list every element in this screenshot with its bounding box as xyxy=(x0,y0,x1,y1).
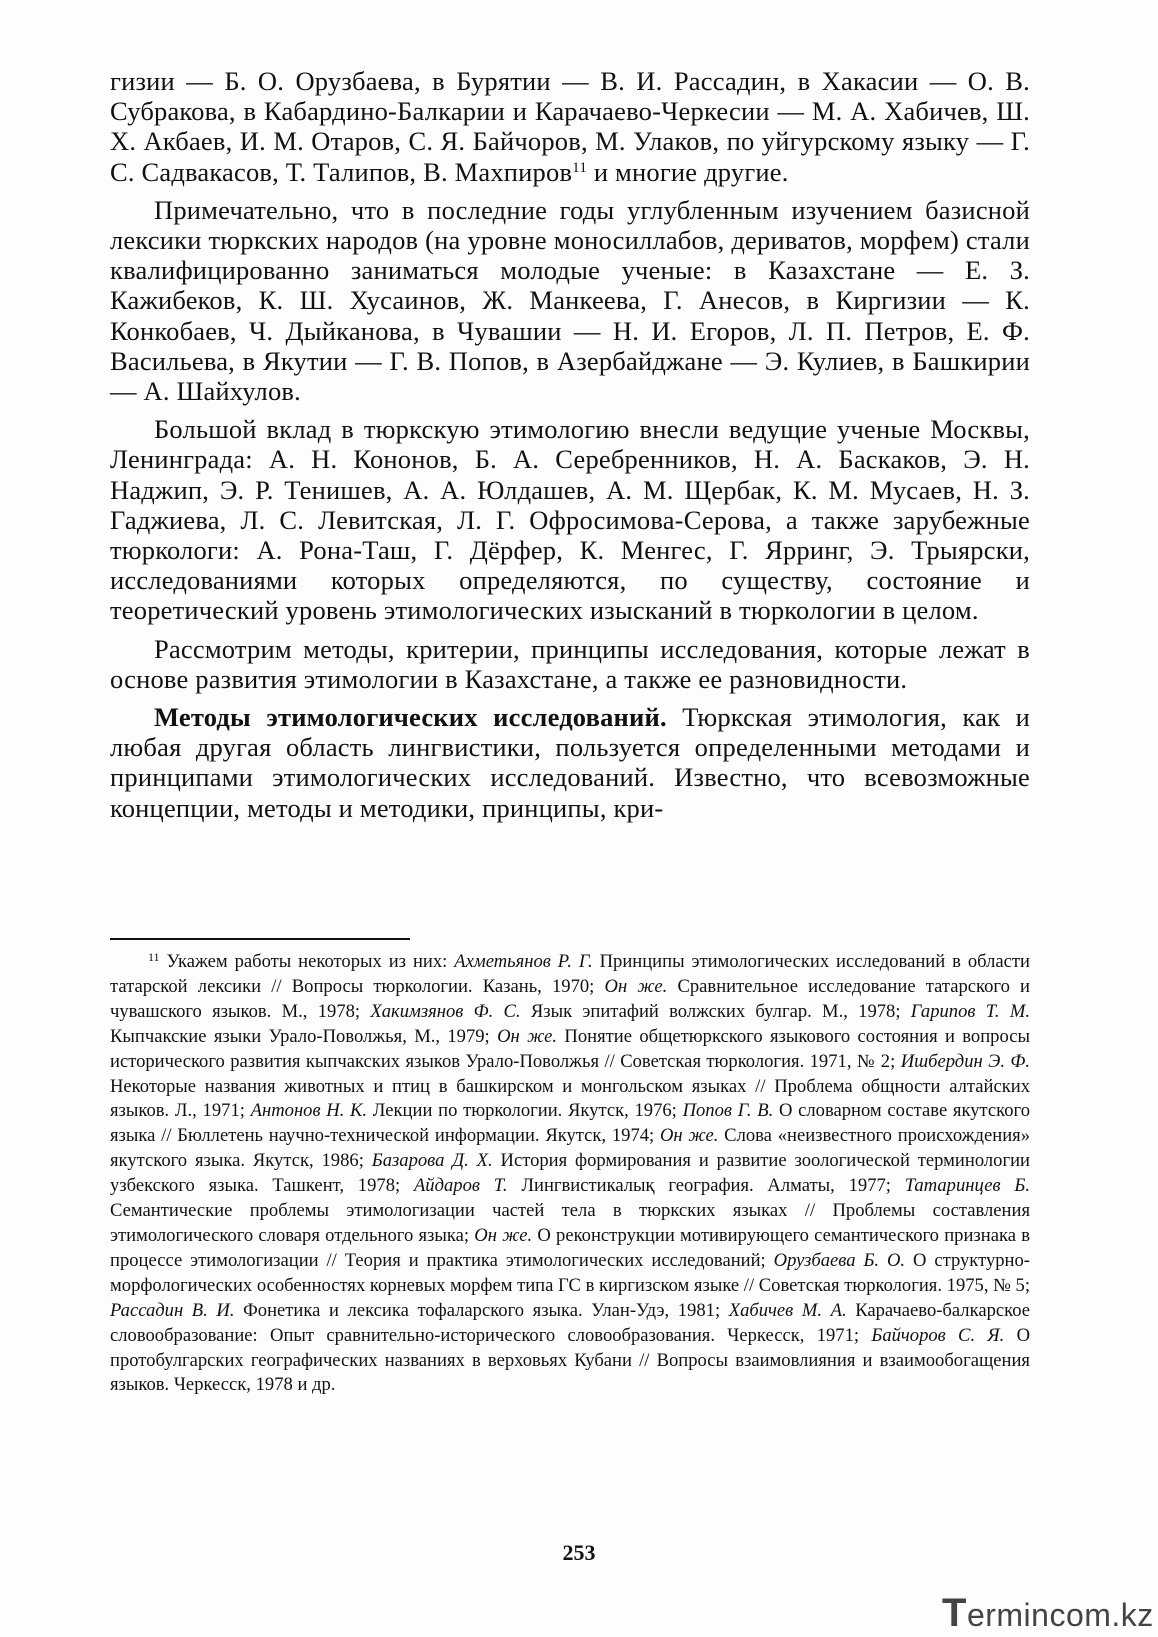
footnote-author: Хакимзянов Ф. С. xyxy=(370,1000,521,1022)
footnote-author: Ишбердин Э. Ф. xyxy=(900,1050,1030,1072)
footnote-text: Язык эпитафий волжских булгар. М., 1978; xyxy=(520,1000,911,1022)
footnote-text: История формирования и развитие зоологической терминологии узбекского языка. Ташкент, 1978; xyxy=(110,1150,1030,1197)
footnote-author: Айдаров Т. xyxy=(413,1175,508,1197)
footnote-author: Он же. xyxy=(474,1224,533,1246)
section-heading: Методы этимологических исследований. xyxy=(154,702,667,733)
footnote-text: О реконструкции мотивирующего семантического признака в процессе этимологизации // Теория и практика этимологических исследований; xyxy=(110,1224,1030,1271)
paragraph-1 xyxy=(110,66,1030,187)
footnote-author: Татаринцев Б. xyxy=(904,1175,1030,1197)
footnote-text: О структурно-морфологических особенностях корневых морфем типа ГС в киргизском языке // Советская тюркология. 1975, № 5; xyxy=(110,1249,1030,1296)
footnote-number: 11 xyxy=(148,950,160,964)
footnote-text: О протобулгарских географических названиях в верховьях Кубани // Вопросы взаимовлияния и взаимообогащения языков. Черкесск, 1978 и др. xyxy=(110,1324,1031,1396)
footnote-text: Фонетика и лексика тофаларского языка. Улан-Удэ, 1981; xyxy=(234,1299,729,1321)
footnote-author: Рассадин В. И. xyxy=(110,1299,235,1321)
footnote-divider xyxy=(110,938,410,940)
footnote-text: Принципы этимологических исследований в области татарской лексики // Вопросы тюркологии. Казань, 1970; xyxy=(110,951,1030,997)
footnote-author: Он же. xyxy=(497,1025,558,1047)
footnote-author: Антонов Н. К. xyxy=(250,1100,368,1122)
paragraph-5 xyxy=(110,702,1030,823)
page-number: 253 xyxy=(562,1540,596,1565)
footnote-author: Он же. xyxy=(604,975,668,997)
watermark-text: ermincom.kz xyxy=(966,1597,1154,1633)
footnote-text: Семантические проблемы этимологизации частей тела в тюркских языках // Проблемы составления этимологического словаря отдельного языка; xyxy=(110,1200,1030,1246)
footnote-text: Слова «неизвестного происхождения» якутского языка. Якутск, 1986; xyxy=(110,1125,1030,1172)
footnote-reference[interactable]: 11 xyxy=(572,159,588,176)
footnote-text: Карачаево-балкарское словообразование: Опыт сравнительно-исторического словообразования. Черкесск, 1971; xyxy=(110,1299,1031,1346)
footnote-text: Сравнительное исследование татарского и чувашского языков. М., 1978; xyxy=(110,975,1031,1022)
footnote-text: Некоторые названия животных и птиц в башкирском и монгольском языках // Проблема общности алтайских языков. Л., 1971; xyxy=(110,1075,1030,1122)
footnote-author: Он же. xyxy=(660,1125,719,1147)
paragraph-1-tail: и многие другие. xyxy=(587,156,789,187)
footnote xyxy=(110,950,1030,1398)
footnote-author: Базарова Д. Х. xyxy=(371,1150,493,1172)
footnote-author: Байчоров С. Я. xyxy=(871,1324,1005,1346)
paragraph-3: Большой вклад в тюркскую этимологию внесли ведущие ученые Москвы, Ленинграда: А. Н. Кононов, Б. А. Серебренников, Н. А. Баскаков, Э. Н. Наджип, Э. Р. Тенишев, А. А. Юлдашев, А. М. Щербак, К. М. Мусаев, Н. З. Гаджиева, Л. С. Левитская, Л. Г. Офросимова-Серова, а также зарубежные тюркологи: А. Рона-Таш, Г. Дёрфер, К. Менгес, Г. Ярринг, Э. Трыярски, исследованиями которых определяются, по существу, состояние и теоретический уровень этимологических изысканий в тюркологии в целом. xyxy=(110,414,1030,626)
footnote-author: Хабичев М. А. xyxy=(728,1299,847,1321)
footnote-text: Укажем работы некоторых из них: xyxy=(166,951,455,972)
paragraph-2: Примечательно, что в последние годы углубленным изучением базисной лексики тюркских народов (на уровне моносиллабов, дериватов, морфем) стали квалифицированно заниматься молодые ученые: в Казахстане — Е. З. Кажибеков, К. Ш. Хусаинов, Ж. Манкеева, Г. Анесов, в Киргизии — К. Конкобаев, Ч. Дыйканова, в Чувашии — Н. И. Егоров, Л. П. Петров, Е. Ф. Васильева, в Якутии — Г. В. Попов, в Азербайджане — Э. Кулиев, в Башкирии — А. Шайхулов. xyxy=(110,194,1030,407)
footnote-text: Понятие общетюркского языкового состояния и вопросы исторического развития кыпчакских языков Урало-Поволжья // Советская тюркология. 1971, № 2; xyxy=(110,1025,1030,1072)
site-watermark xyxy=(942,1591,1154,1636)
footnote-author: Попов Г. В. xyxy=(682,1100,774,1122)
section-text: Тюркская этимология, как и любая другая область лингвистики, пользуется определенными методами и принципами этимологических исследований. Известно, что всевозможные концепции, методы и методики, принципы, кри- xyxy=(110,702,1030,823)
paragraph-4: Рассмотрим методы, критерии, принципы исследования, которые лежат в основе развития этимологии в Казахстане, а также ее разновидности. xyxy=(110,633,1030,694)
footnote-author: Орузбаева Б. О. xyxy=(773,1249,906,1271)
watermark-initial: T xyxy=(942,1591,967,1635)
footnote-text: О словарном составе якутского языка // Бюллетень научно-технической информации. Якутск, 1974; xyxy=(110,1100,1030,1147)
footnote-author: Гарипов Т. М. xyxy=(910,1000,1030,1022)
footnote-text: Лекции по тюркологии. Якутск, 1976; xyxy=(367,1100,683,1122)
main-text xyxy=(110,66,1030,831)
footnote-text: Лингвистикалық география. Алматы, 1977; xyxy=(507,1175,905,1197)
footnote-author: Ахметьянов Р. Г. xyxy=(454,951,593,972)
footnote-paragraph xyxy=(110,950,1030,1398)
paragraph-1-text: гизии — Б. О. Орузбаева, в Бурятии — В. И. Рассадин, в Хакасии — О. В. Субракова, в Кабардино-Балкарии и Карачаево-Черкесии — М. А. Хабичев, Ш. Х. Акбаев, И. М. Отаров, С. Я. Байчоров, М. Улаков, по уйгурскому языку — Г. С. Садвакасов, Т. Талипов, В. Махпиров xyxy=(110,66,1030,187)
footnote-text: Кыпчакские языки Урало-Поволжья, М., 1979; xyxy=(110,1025,498,1047)
